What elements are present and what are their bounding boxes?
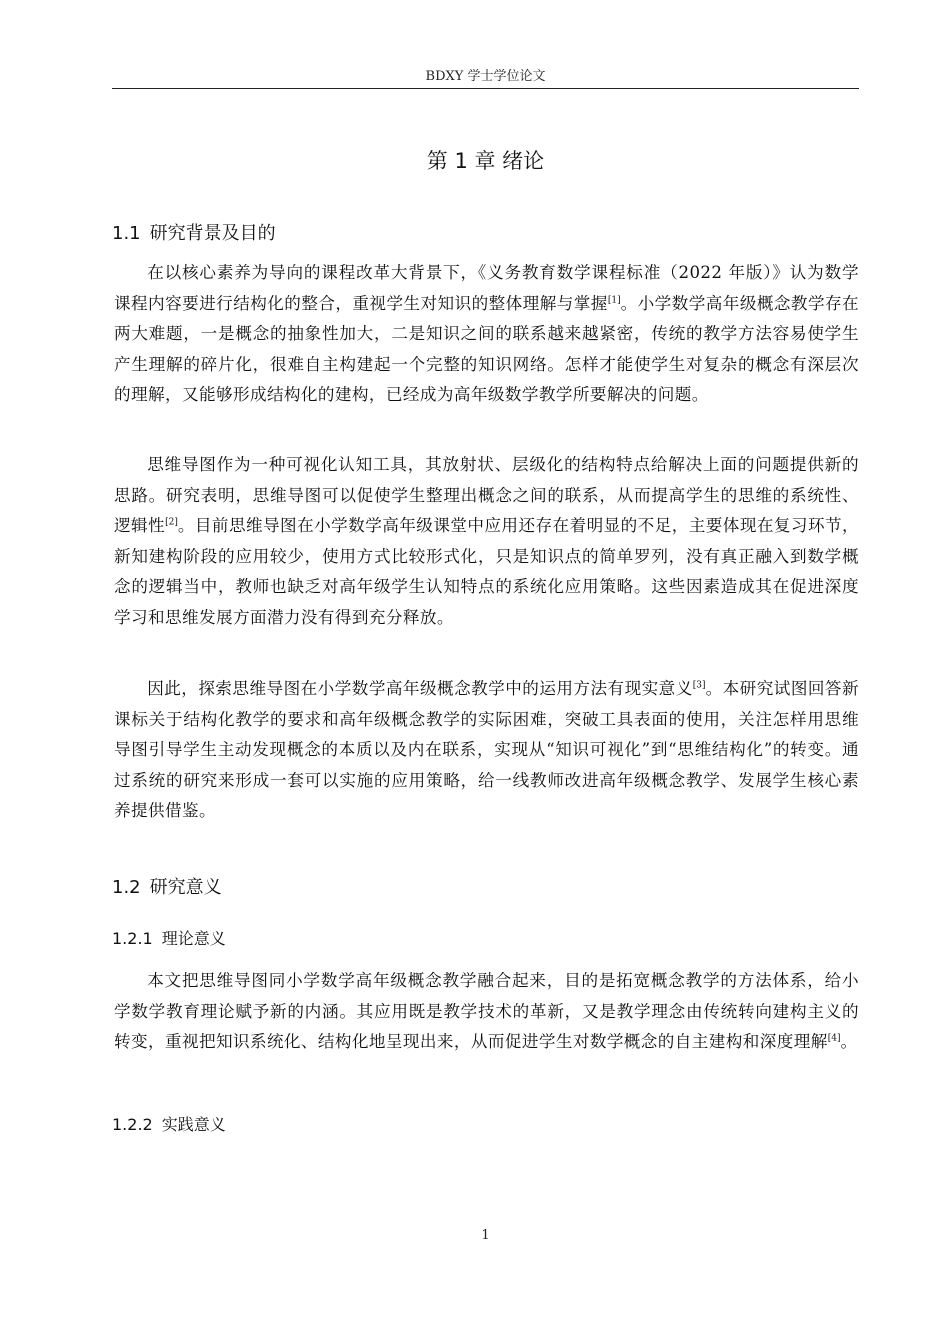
paragraph-text: 。 — [840, 1032, 858, 1051]
running-header — [112, 66, 859, 89]
subsection-heading-1-2-2 — [112, 1112, 226, 1138]
section-heading-1-2 — [112, 874, 222, 902]
paragraph-text: 。小学数学高年级概念教学存在两大难题，一是概念的抽象性加大，二是知识之间的联系越来越紧密，传统的教学方法容易使学生产生理解的碎片化，很难自主构建起一个完整的知识网络。怎样才能使学生对复杂的概念有深层次的理解，又能够形成结构化的建构，已经成为高年级数学教学所要解决的问题。 — [114, 293, 859, 404]
section-number: 1.2 — [112, 877, 141, 898]
running-title: BDXY 学士学位论文 — [425, 69, 546, 84]
subsection-heading-1-2-1 — [112, 926, 226, 952]
section-heading-1-1 — [112, 220, 276, 248]
subsection-title: 理论意义 — [161, 929, 226, 948]
citation-ref[interactable]: [3] — [692, 680, 706, 691]
paragraph-theory — [114, 966, 859, 1058]
paragraph-text: 思维导图作为一种可视化认知工具，其放射状、层级化的结构特点给解决上面的问题提供新的思路。研究表明，思维导图可以促使学生整理出概念之间的联系，从而提高学生的思维的系统性、逻辑性 — [114, 455, 859, 535]
subsection-number: 1.2.1 — [112, 929, 153, 948]
paragraph-text: 。目前思维导图在小学数学高年级课堂中应用还存在着明显的不足，主要体现在复习环节，新知建构阶段的应用较少，使用方式比较形式化，只是知识点的简单罗列，没有真正融入到数学概念的逻辑当中，教师也缺乏对高年级学生认知特点的系统化应用策略。这些因素造成其在促进深度学习和思维发展方面潜力没有得到充分释放。 — [114, 516, 860, 627]
paragraph-text: 。本研究试图回答新课标关于结构化教学的要求和高年级概念教学的实际困难，突破工具表面的使用，关注怎样用思维导图引导学生主动发现概念的本质以及内在联系，实现从“知识可视化”到“思维结构化”的转变。通过系统的研究来形成一套可以实施的应用策略，给一线教师改进高年级概念教学、发展学生核心素养提供借鉴。 — [114, 679, 859, 820]
citation-ref[interactable]: [4] — [827, 1033, 841, 1044]
paragraph-background-1 — [114, 258, 859, 411]
citation-ref[interactable]: [2] — [165, 517, 178, 528]
paragraph-background-3 — [114, 674, 859, 827]
section-title: 研究背景及目的 — [149, 223, 276, 244]
section-number: 1.1 — [112, 223, 141, 244]
section-title: 研究意义 — [149, 877, 222, 898]
subsection-title: 实践意义 — [161, 1115, 226, 1134]
paragraph-text: 因此，探索思维导图在小学数学高年级概念教学中的运用方法有现实意义 — [147, 679, 693, 698]
chapter-title: 第 1 章 绪论 — [426, 149, 545, 173]
paragraph-text: 在以核心素养为导向的课程改革大背景下，《义务教育数学课程标准（2022 年版）》认为数学课程内容要进行结构化的整合，重视学生对知识的整体理解与掌握 — [114, 263, 859, 313]
page-number: 1 — [481, 1228, 490, 1243]
citation-ref[interactable]: [1] — [607, 294, 621, 305]
subsection-number: 1.2.2 — [112, 1115, 153, 1134]
paragraph-text: 本文把思维导图同小学数学高年级概念教学融合起来，目的是拓宽概念教学的方法体系，给小学数学教育理论赋予新的内涵。其应用既是教学技术的革新，又是教学理念由传统转向建构主义的转变，重视把知识系统化、结构化地呈现出来，从而促进学生对数学概念的自主建构和深度理解 — [114, 971, 859, 1051]
paragraph-background-2 — [114, 450, 859, 633]
